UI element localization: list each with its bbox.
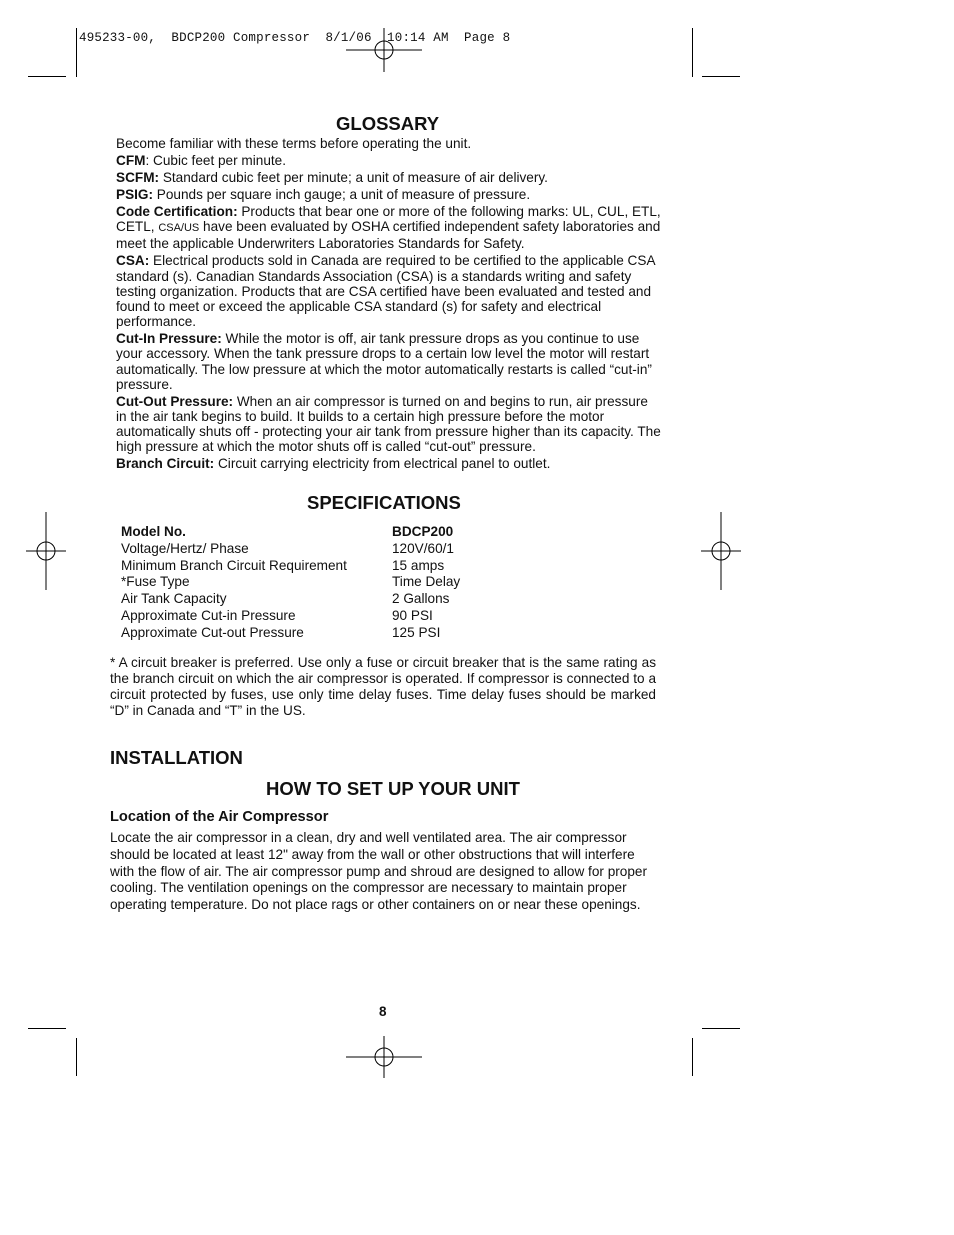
glossary-term bbox=[116, 253, 661, 329]
specifications-heading: SPECIFICATIONS bbox=[307, 492, 461, 513]
table-row bbox=[121, 608, 460, 625]
spec-label: Voltage/Hertz/ Phase bbox=[121, 540, 249, 556]
glossary-term bbox=[116, 204, 661, 252]
spec-value: 125 PSI bbox=[392, 624, 441, 640]
spec-label: Approximate Cut-in Pressure bbox=[121, 607, 296, 623]
section-title: Location of the Air Compressor bbox=[110, 809, 329, 825]
installation-heading: INSTALLATION bbox=[110, 747, 243, 768]
registration-mark-icon bbox=[26, 512, 66, 590]
glossary-term bbox=[116, 187, 661, 202]
page-number: 8 bbox=[379, 1004, 387, 1019]
table-row bbox=[121, 591, 460, 608]
crop-mark bbox=[692, 28, 693, 77]
term-definition: Cubic feet per minute. bbox=[149, 153, 286, 168]
glossary-term bbox=[116, 456, 661, 471]
glossary-term bbox=[116, 394, 661, 455]
crop-mark bbox=[76, 28, 77, 77]
spec-label: *Fuse Type bbox=[121, 574, 190, 590]
term-label: PSIG: bbox=[116, 187, 154, 202]
term-definition: Products that bear one or more of the following marks: UL, CUL, ETL, CETL, bbox=[116, 204, 661, 235]
setup-subheading: HOW TO SET UP YOUR UNIT bbox=[266, 778, 520, 799]
term-label: CSA: bbox=[116, 253, 150, 269]
term-label: SCFM: bbox=[116, 170, 160, 185]
spec-value: Time Delay bbox=[392, 574, 461, 590]
registration-mark-icon bbox=[346, 1036, 422, 1078]
spec-label: Approximate Cut-out Pressure bbox=[121, 624, 304, 640]
table-row bbox=[121, 541, 460, 558]
crop-mark bbox=[76, 1038, 77, 1076]
glossary-term bbox=[116, 331, 661, 392]
csa-us-mark: CSA/US bbox=[158, 222, 200, 235]
spec-label: Model No. bbox=[121, 524, 186, 539]
crop-mark bbox=[702, 1028, 740, 1029]
glossary-term: CFM: Cubic feet per minute. bbox=[116, 153, 286, 168]
term-definition: have been evaluated by OSHA certified independent safety laboratories and meet the applicable Underwriters Laboratories Standards for Safety. bbox=[116, 219, 661, 252]
term-label: Cut-In Pressure: bbox=[116, 331, 222, 347]
fuse-note: * A circuit breaker is preferred. Use only a fuse or circuit breaker that is the same rating as the branch circuit on which the air compressor is operated. If compressor is connected to a circuit protected by fuses, use only time delay fuses. Time delay fuses should be marked “D” in Canada and “T” in the US. bbox=[110, 655, 656, 718]
term-label: Code Certification: bbox=[116, 204, 238, 219]
term-definition: When an air compressor is turned on and begins to run, air pressure in the air tank begins to build. It builds to a certain high pressure before the motor automatically shuts off - protecting your air tank from pressure higher than its capacity. The high pressure at which the motor shuts off is called “cut-out” pressure. bbox=[116, 393, 661, 455]
location-body: Locate the air compressor in a clean, dry and well ventilated area. The air compressor should be located at least 12" away from the wall or other obstructions that will interfere with the flow of air. The air compressor pump and shroud are designed to allow for proper cooling. The ventilation openings on the compressor are necessary to maintain proper operating temperature. Do not place rags or other containers on or near these openings. bbox=[110, 830, 647, 913]
glossary-heading: GLOSSARY bbox=[336, 113, 440, 134]
crop-mark bbox=[702, 76, 740, 77]
term-definition: Circuit carrying electricity from electrical panel to outlet. bbox=[214, 456, 551, 472]
term-label: Cut-Out Pressure: bbox=[116, 393, 234, 409]
term-label: Branch Circuit: bbox=[116, 456, 215, 472]
glossary-list bbox=[116, 136, 661, 473]
print-slug: 495233-00, BDCP200 Compressor 8/1/06 10:14 AM Page 8 bbox=[79, 31, 511, 45]
term-definition: While the motor is off, air tank pressure drops as you continue to use your accessory. When the tank pressure drops to a certain low level the motor will restart automatically. The low pressure at which the motor automatically restarts is called “cut-in” pressure. bbox=[116, 331, 652, 392]
table-row bbox=[121, 625, 460, 642]
spec-value: 15 amps bbox=[392, 557, 445, 573]
term-label: CFM bbox=[116, 153, 146, 168]
spec-value: 2 Gallons bbox=[392, 591, 450, 607]
term-definition: Pounds per square inch gauge; a unit of measure of pressure. bbox=[153, 187, 531, 202]
table-row bbox=[121, 524, 460, 541]
term-definition: Electrical products sold in Canada are required to be certified to the applicable CSA standard (s). Canadian Standards Association (CSA) is a standards writing and safety testing organization. Products that are CSA certified have been evaluated and tested and found to meet or exceed the applicable CSA standard (s) for safety and electrical performance. bbox=[116, 253, 655, 330]
glossary-term bbox=[116, 170, 661, 185]
spec-label: Air Tank Capacity bbox=[121, 591, 227, 607]
spec-value: BDCP200 bbox=[392, 524, 454, 539]
crop-mark bbox=[692, 1038, 693, 1076]
spec-value: 120V/60/1 bbox=[392, 540, 454, 556]
registration-mark-icon bbox=[701, 512, 741, 590]
table-row bbox=[121, 574, 460, 591]
specifications-table bbox=[121, 524, 460, 642]
crop-mark bbox=[28, 76, 66, 77]
table-row bbox=[121, 558, 460, 575]
spec-value: 90 PSI bbox=[392, 607, 433, 623]
glossary-intro: Become familiar with these terms before operating the unit. bbox=[116, 136, 472, 151]
term-definition: Standard cubic feet per minute; a unit of measure of air delivery. bbox=[159, 170, 548, 185]
crop-mark bbox=[28, 1028, 66, 1029]
spec-label: Minimum Branch Circuit Requirement bbox=[121, 557, 347, 573]
